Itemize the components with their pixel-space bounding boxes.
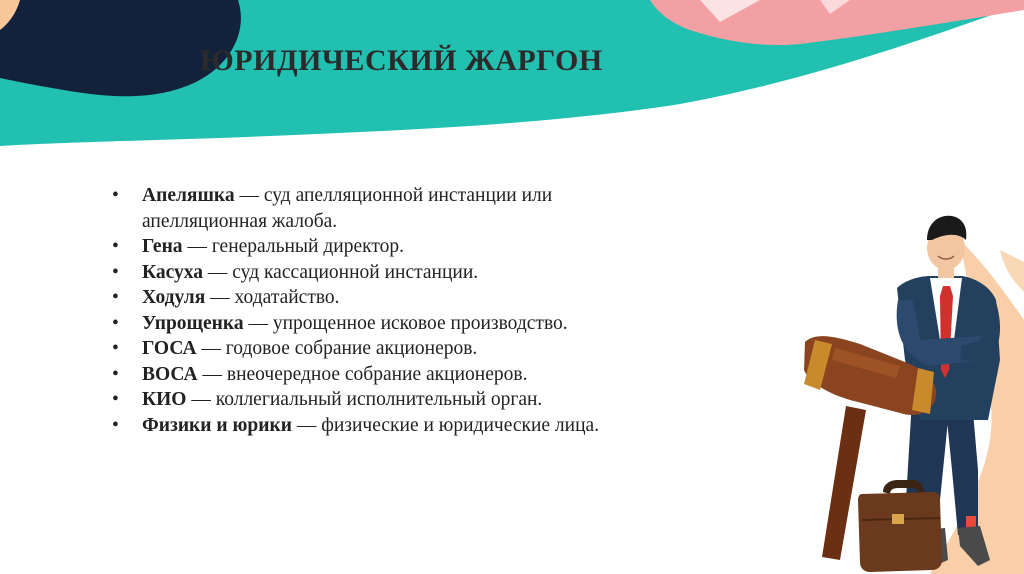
lawyer-illustration <box>780 210 1024 574</box>
separator: — <box>203 261 233 283</box>
list-item <box>112 285 622 311</box>
definition: суд апелляционной инстанции или апелляционная жалоба. <box>142 185 553 232</box>
list-item <box>112 362 622 388</box>
separator: — <box>196 338 226 359</box>
term: ГОСА <box>142 338 197 359</box>
definition: внеочередное собрание акционеров. <box>226 363 528 385</box>
list-item <box>112 234 622 260</box>
separator: — <box>291 414 322 436</box>
term: КИО <box>142 389 187 410</box>
term: Ходуля <box>142 287 206 308</box>
term: Касуха <box>142 261 204 283</box>
term: Гена <box>142 236 183 257</box>
list-item <box>112 260 622 286</box>
separator: — <box>205 287 235 308</box>
separator: — <box>182 236 212 257</box>
list-item <box>112 413 622 439</box>
slide-title: ЮРИДИЧЕСКИЙ ЖАРГОН <box>200 44 603 77</box>
term: ВОСА <box>142 363 198 385</box>
separator: — <box>243 312 273 334</box>
definition: физические и юридические лица. <box>321 414 600 436</box>
list-item <box>112 311 622 337</box>
definition: генеральный директор. <box>211 236 404 257</box>
list-item <box>112 336 622 362</box>
definition: ходатайство. <box>234 287 340 308</box>
definition: годовое собрание акционеров. <box>225 338 478 359</box>
term: Упрощенка <box>142 312 244 334</box>
definition: коллегиальный исполнительный орган. <box>215 389 543 410</box>
list-item <box>112 387 622 413</box>
separator: — <box>234 185 264 206</box>
briefcase-icon <box>858 480 942 572</box>
definition: суд кассационной инстанции. <box>232 261 479 283</box>
separator: — <box>197 363 227 385</box>
term: Апеляшка <box>142 185 235 206</box>
terms-list <box>112 183 622 438</box>
definition: упрощенное исковое производство. <box>272 312 568 334</box>
list-item <box>112 183 622 234</box>
term: Физики и юрики <box>142 414 292 436</box>
separator: — <box>186 389 216 410</box>
